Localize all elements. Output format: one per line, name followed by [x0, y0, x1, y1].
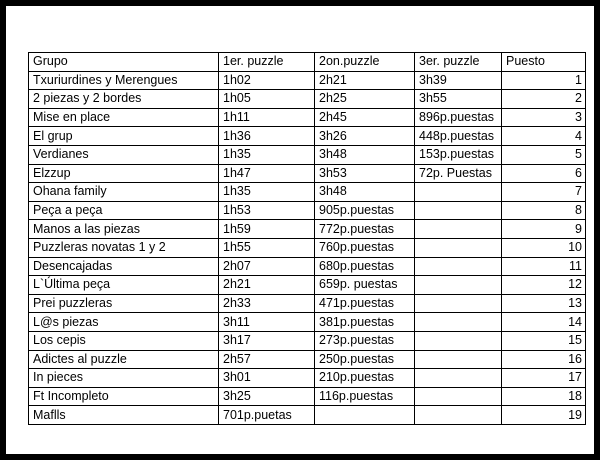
table-row — [29, 164, 586, 183]
table-row — [29, 183, 586, 202]
table-row — [29, 294, 586, 313]
table-row — [29, 201, 586, 220]
puzzle-3-cell: 153p.puestas — [415, 145, 502, 164]
puzzle-2-cell: 3h53 — [315, 164, 415, 183]
results-table-body — [29, 53, 586, 425]
table-row — [29, 71, 586, 90]
puesto-cell: 13 — [502, 294, 586, 313]
puzzle-1-cell: 3h25 — [219, 387, 315, 406]
puesto-cell: 4 — [502, 127, 586, 146]
grupo-cell: Adictes al puzzle — [29, 350, 219, 369]
puzzle-3-cell — [415, 220, 502, 239]
header-puzzle-3: 3er. puzzle — [415, 53, 502, 72]
table-row — [29, 369, 586, 388]
puzzle-2-cell — [315, 406, 415, 425]
puzzle-1-cell: 3h11 — [219, 313, 315, 332]
puesto-cell: 18 — [502, 387, 586, 406]
puzzle-2-cell: 2h45 — [315, 108, 415, 127]
results-table — [28, 52, 586, 425]
puzzle-1-cell: 1h05 — [219, 90, 315, 109]
puzzle-2-cell: 3h26 — [315, 127, 415, 146]
puzzle-1-cell: 1h36 — [219, 127, 315, 146]
puzzle-3-cell: 3h55 — [415, 90, 502, 109]
puesto-cell: 10 — [502, 238, 586, 257]
puzzle-2-cell: 2h25 — [315, 90, 415, 109]
puesto-cell: 5 — [502, 145, 586, 164]
table-row — [29, 331, 586, 350]
puzzle-3-cell — [415, 294, 502, 313]
table-row — [29, 220, 586, 239]
grupo-cell: Prei puzzleras — [29, 294, 219, 313]
grupo-cell: Puzzleras novatas 1 y 2 — [29, 238, 219, 257]
grupo-cell: Peça a peça — [29, 201, 219, 220]
puesto-cell: 11 — [502, 257, 586, 276]
table-row — [29, 257, 586, 276]
puzzle-3-cell: 3h39 — [415, 71, 502, 90]
grupo-cell: Ft Incompleto — [29, 387, 219, 406]
puesto-cell: 2 — [502, 90, 586, 109]
puzzle-1-cell: 2h21 — [219, 276, 315, 295]
puesto-cell: 15 — [502, 331, 586, 350]
header-puesto: Puesto — [502, 53, 586, 72]
puzzle-2-cell: 471p.puestas — [315, 294, 415, 313]
puzzle-3-cell — [415, 183, 502, 202]
puzzle-2-cell: 760p.puestas — [315, 238, 415, 257]
puzzle-1-cell: 2h07 — [219, 257, 315, 276]
puzzle-3-cell: 448p.puestas — [415, 127, 502, 146]
puesto-cell: 7 — [502, 183, 586, 202]
puzzle-2-cell: 381p.puestas — [315, 313, 415, 332]
grupo-cell: Ohana family — [29, 183, 219, 202]
puzzle-2-cell: 905p.puestas — [315, 201, 415, 220]
puzzle-1-cell: 1h59 — [219, 220, 315, 239]
puzzle-2-cell: 3h48 — [315, 145, 415, 164]
grupo-cell: In pieces — [29, 369, 219, 388]
puzzle-1-cell: 1h11 — [219, 108, 315, 127]
puzzle-2-cell: 2h21 — [315, 71, 415, 90]
grupo-cell: Manos a las piezas — [29, 220, 219, 239]
puzzle-1-cell: 1h55 — [219, 238, 315, 257]
document-page — [6, 6, 594, 454]
table-row — [29, 350, 586, 369]
grupo-cell: L`Última peça — [29, 276, 219, 295]
puzzle-3-cell — [415, 331, 502, 350]
puesto-cell: 3 — [502, 108, 586, 127]
puzzle-1-cell: 2h33 — [219, 294, 315, 313]
puzzle-2-cell: 250p.puestas — [315, 350, 415, 369]
puzzle-3-cell — [415, 350, 502, 369]
puesto-cell: 12 — [502, 276, 586, 295]
puzzle-1-cell: 3h01 — [219, 369, 315, 388]
puzzle-3-cell — [415, 387, 502, 406]
puzzle-1-cell: 1h35 — [219, 183, 315, 202]
table-row — [29, 387, 586, 406]
table-row — [29, 313, 586, 332]
table-row — [29, 406, 586, 425]
header-puzzle-1: 1er. puzzle — [219, 53, 315, 72]
puzzle-3-cell — [415, 406, 502, 425]
table-row — [29, 276, 586, 295]
header-puzzle-2: 2on.puzzle — [315, 53, 415, 72]
table-row — [29, 127, 586, 146]
grupo-cell: El grup — [29, 127, 219, 146]
puesto-cell: 6 — [502, 164, 586, 183]
grupo-cell: L@s piezas — [29, 313, 219, 332]
header-grupo: Grupo — [29, 53, 219, 72]
puzzle-2-cell: 273p.puestas — [315, 331, 415, 350]
puesto-cell: 8 — [502, 201, 586, 220]
grupo-cell: Desencajadas — [29, 257, 219, 276]
puzzle-1-cell: 1h35 — [219, 145, 315, 164]
puzzle-1-cell: 701p.puetas — [219, 406, 315, 425]
puzzle-3-cell — [415, 313, 502, 332]
grupo-cell: Maflls — [29, 406, 219, 425]
puzzle-2-cell: 3h48 — [315, 183, 415, 202]
puesto-cell: 17 — [502, 369, 586, 388]
header-row — [29, 53, 586, 72]
puzzle-1-cell: 1h53 — [219, 201, 315, 220]
puesto-cell: 16 — [502, 350, 586, 369]
table-row — [29, 238, 586, 257]
puzzle-1-cell: 1h47 — [219, 164, 315, 183]
puesto-cell: 14 — [502, 313, 586, 332]
puzzle-3-cell — [415, 276, 502, 295]
grupo-cell: Los cepis — [29, 331, 219, 350]
table-row — [29, 145, 586, 164]
puesto-cell: 9 — [502, 220, 586, 239]
puzzle-3-cell — [415, 201, 502, 220]
puzzle-3-cell — [415, 369, 502, 388]
puzzle-1-cell: 3h17 — [219, 331, 315, 350]
puesto-cell: 19 — [502, 406, 586, 425]
puzzle-3-cell — [415, 257, 502, 276]
puzzle-2-cell: 680p.puestas — [315, 257, 415, 276]
grupo-cell: Mise en place — [29, 108, 219, 127]
puesto-cell: 1 — [502, 71, 586, 90]
puzzle-2-cell: 659p. puestas — [315, 276, 415, 295]
puzzle-2-cell: 116p.puestas — [315, 387, 415, 406]
grupo-cell: Verdianes — [29, 145, 219, 164]
puzzle-3-cell — [415, 238, 502, 257]
table-row — [29, 108, 586, 127]
puzzle-1-cell: 2h57 — [219, 350, 315, 369]
puzzle-1-cell: 1h02 — [219, 71, 315, 90]
puzzle-2-cell: 772p.puestas — [315, 220, 415, 239]
puzzle-3-cell: 72p. Puestas — [415, 164, 502, 183]
grupo-cell: Elzzup — [29, 164, 219, 183]
puzzle-3-cell: 896p.puestas — [415, 108, 502, 127]
puzzle-2-cell: 210p.puestas — [315, 369, 415, 388]
table-row — [29, 90, 586, 109]
grupo-cell: Txuriurdines y Merengues — [29, 71, 219, 90]
grupo-cell: 2 piezas y 2 bordes — [29, 90, 219, 109]
